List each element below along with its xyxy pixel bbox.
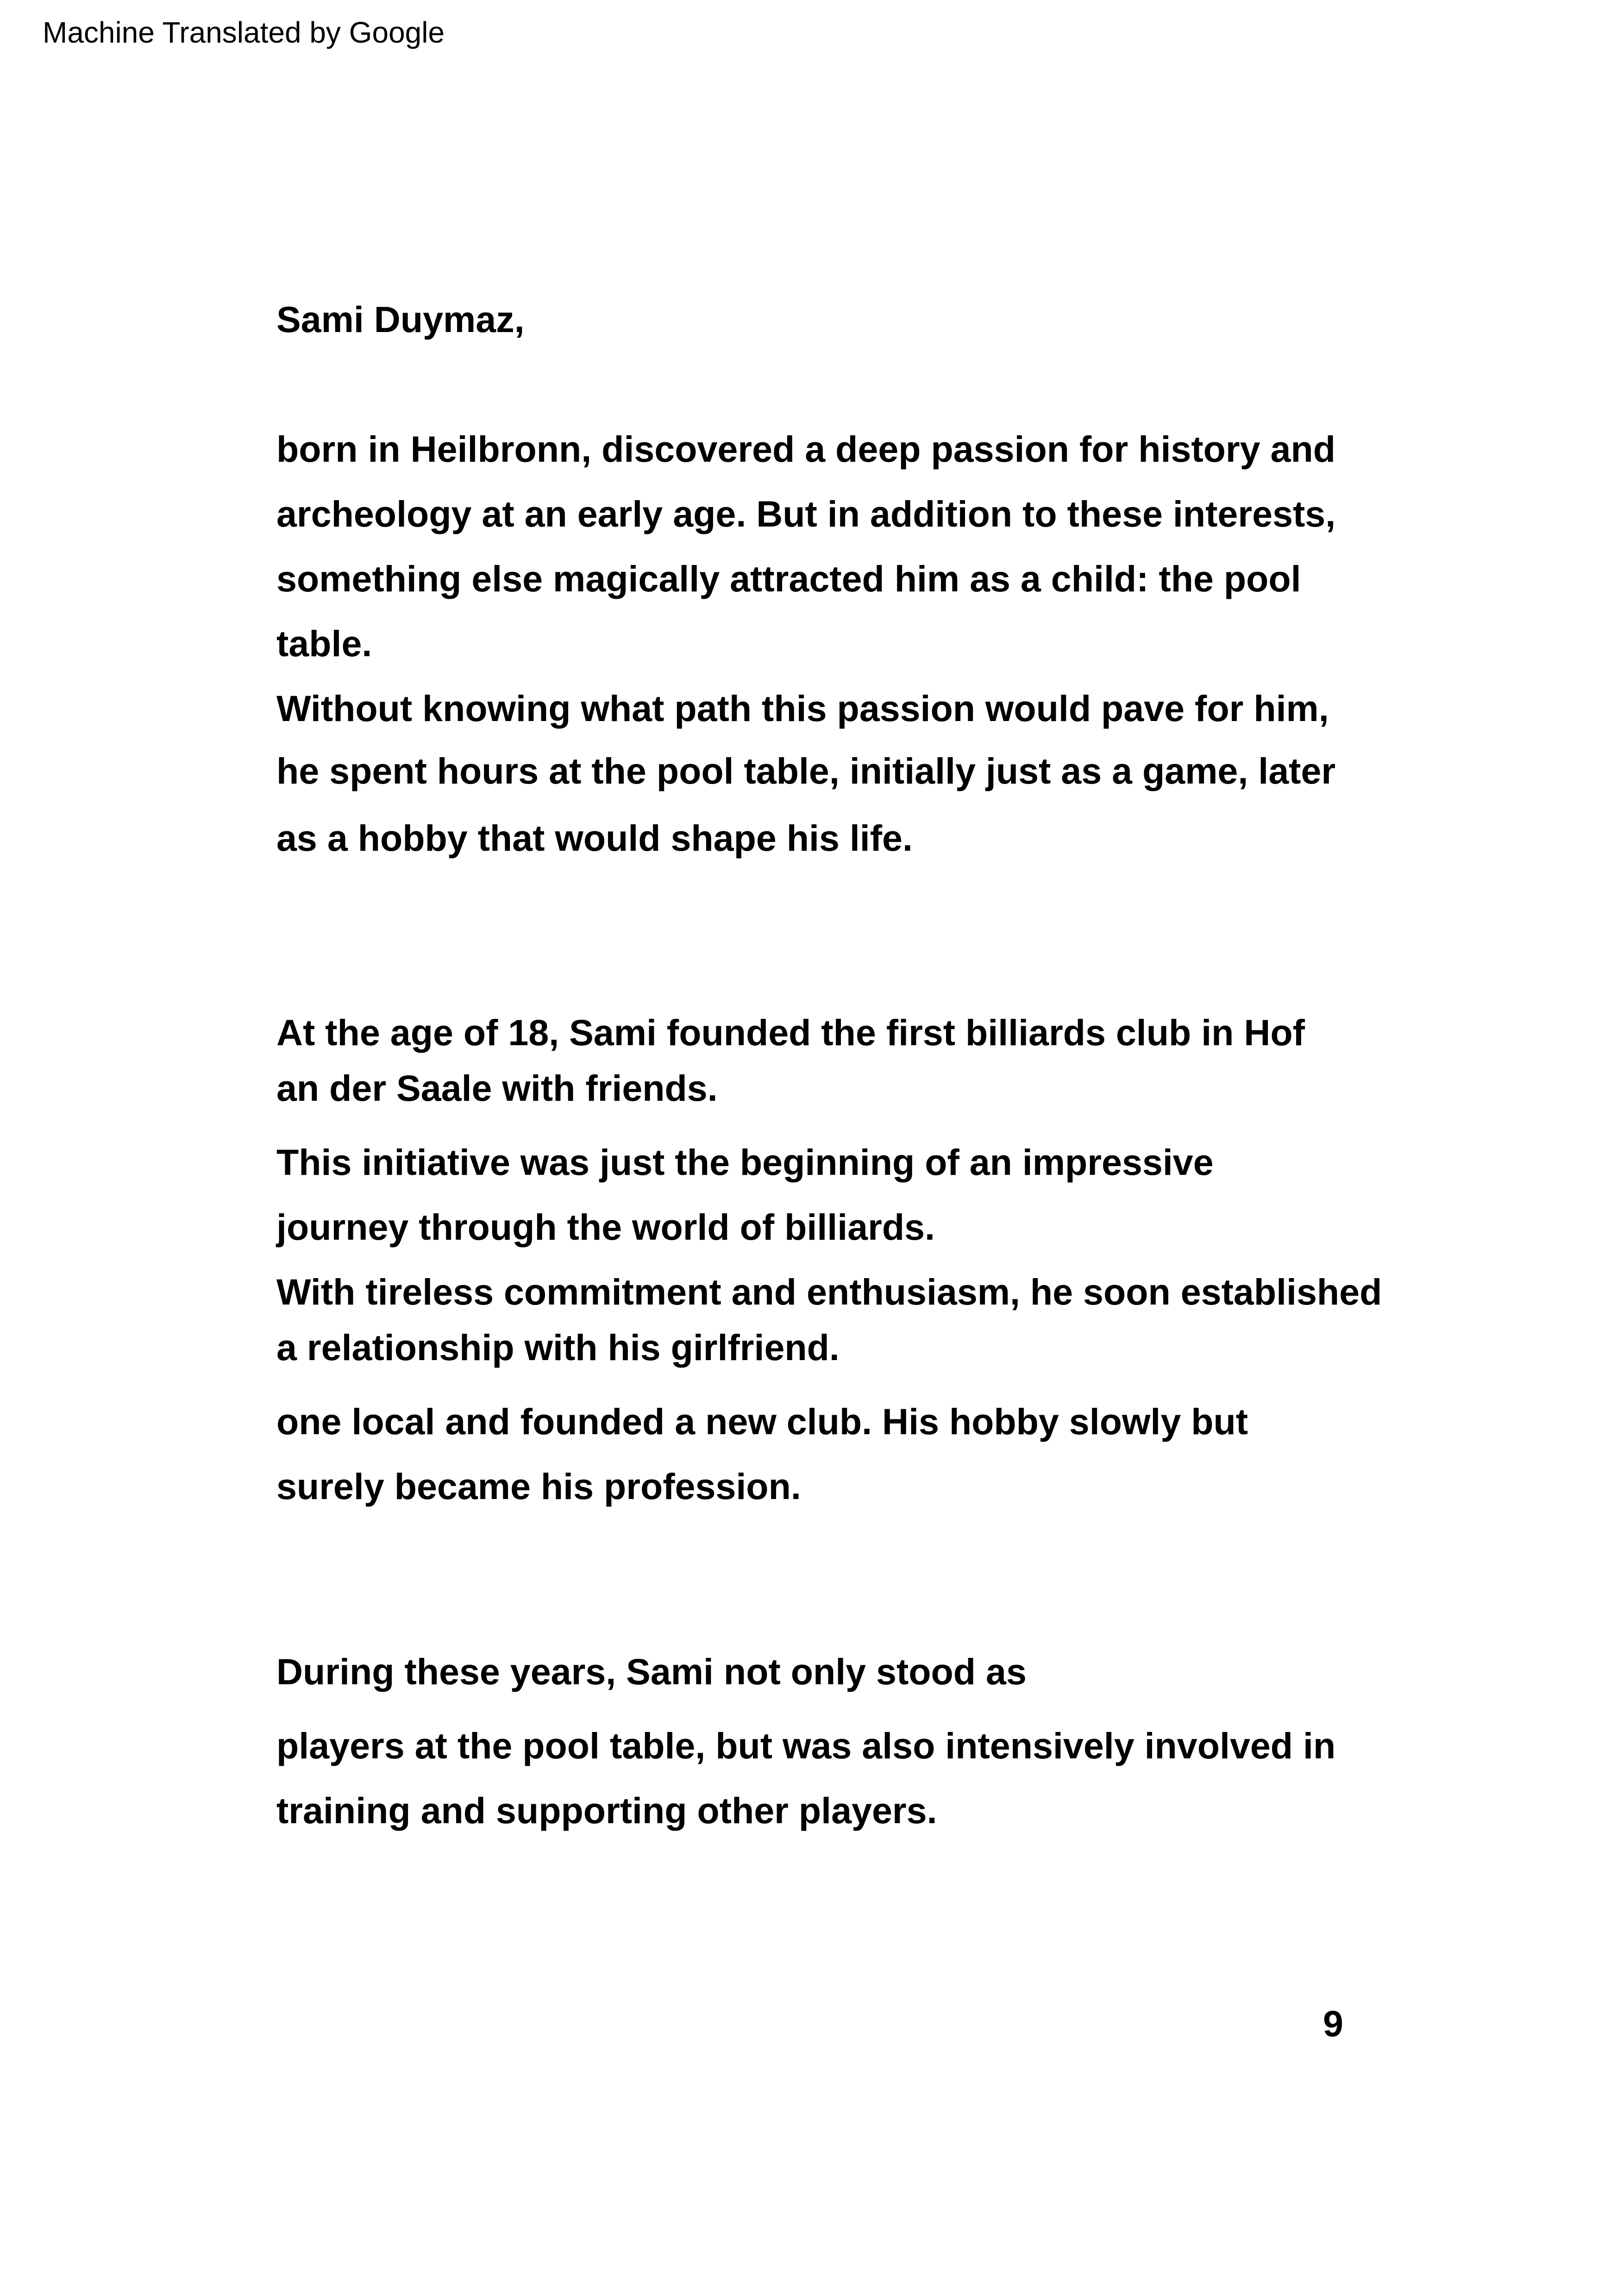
text-line: At the age of 18, Sami founded the first billiards club in Hof (276, 1012, 1305, 1053)
text-line: as a hobby that would shape his life. (276, 817, 913, 859)
translation-notice: Machine Translated by Google (43, 16, 445, 49)
text-line: During these years, Sami not only stood as (276, 1651, 1027, 1692)
page-number: 9 (1323, 2003, 1343, 2044)
text-line: Without knowing what path this passion would pave for him, (276, 688, 1329, 729)
text-line: training and supporting other players. (276, 1790, 937, 1831)
text-line: an der Saale with friends. (276, 1067, 718, 1109)
text-line: archeology at an early age. But in addition to these interests, (276, 493, 1336, 534)
text-line: journey through the world of billiards. (276, 1206, 935, 1248)
text-line: This initiative was just the beginning of an impressive (276, 1142, 1214, 1183)
text-line: players at the pool table, but was also intensively involved in (276, 1725, 1336, 1766)
author-name: Sami Duymaz, (276, 299, 525, 340)
text-line: one local and founded a new club. His hobby slowly but (276, 1401, 1248, 1442)
text-line: surely became his profession. (276, 1466, 801, 1507)
text-line: something else magically attracted him as a child: the pool (276, 558, 1301, 599)
text-line: he spent hours at the pool table, initially just as a game, later (276, 750, 1336, 791)
text-line: With tireless commitment and enthusiasm, he soon established (276, 1271, 1382, 1312)
text-line: a relationship with his girlfriend. (276, 1327, 840, 1368)
text-line: born in Heilbronn, discovered a deep passion for history and (276, 428, 1335, 470)
text-line: table. (276, 623, 372, 664)
